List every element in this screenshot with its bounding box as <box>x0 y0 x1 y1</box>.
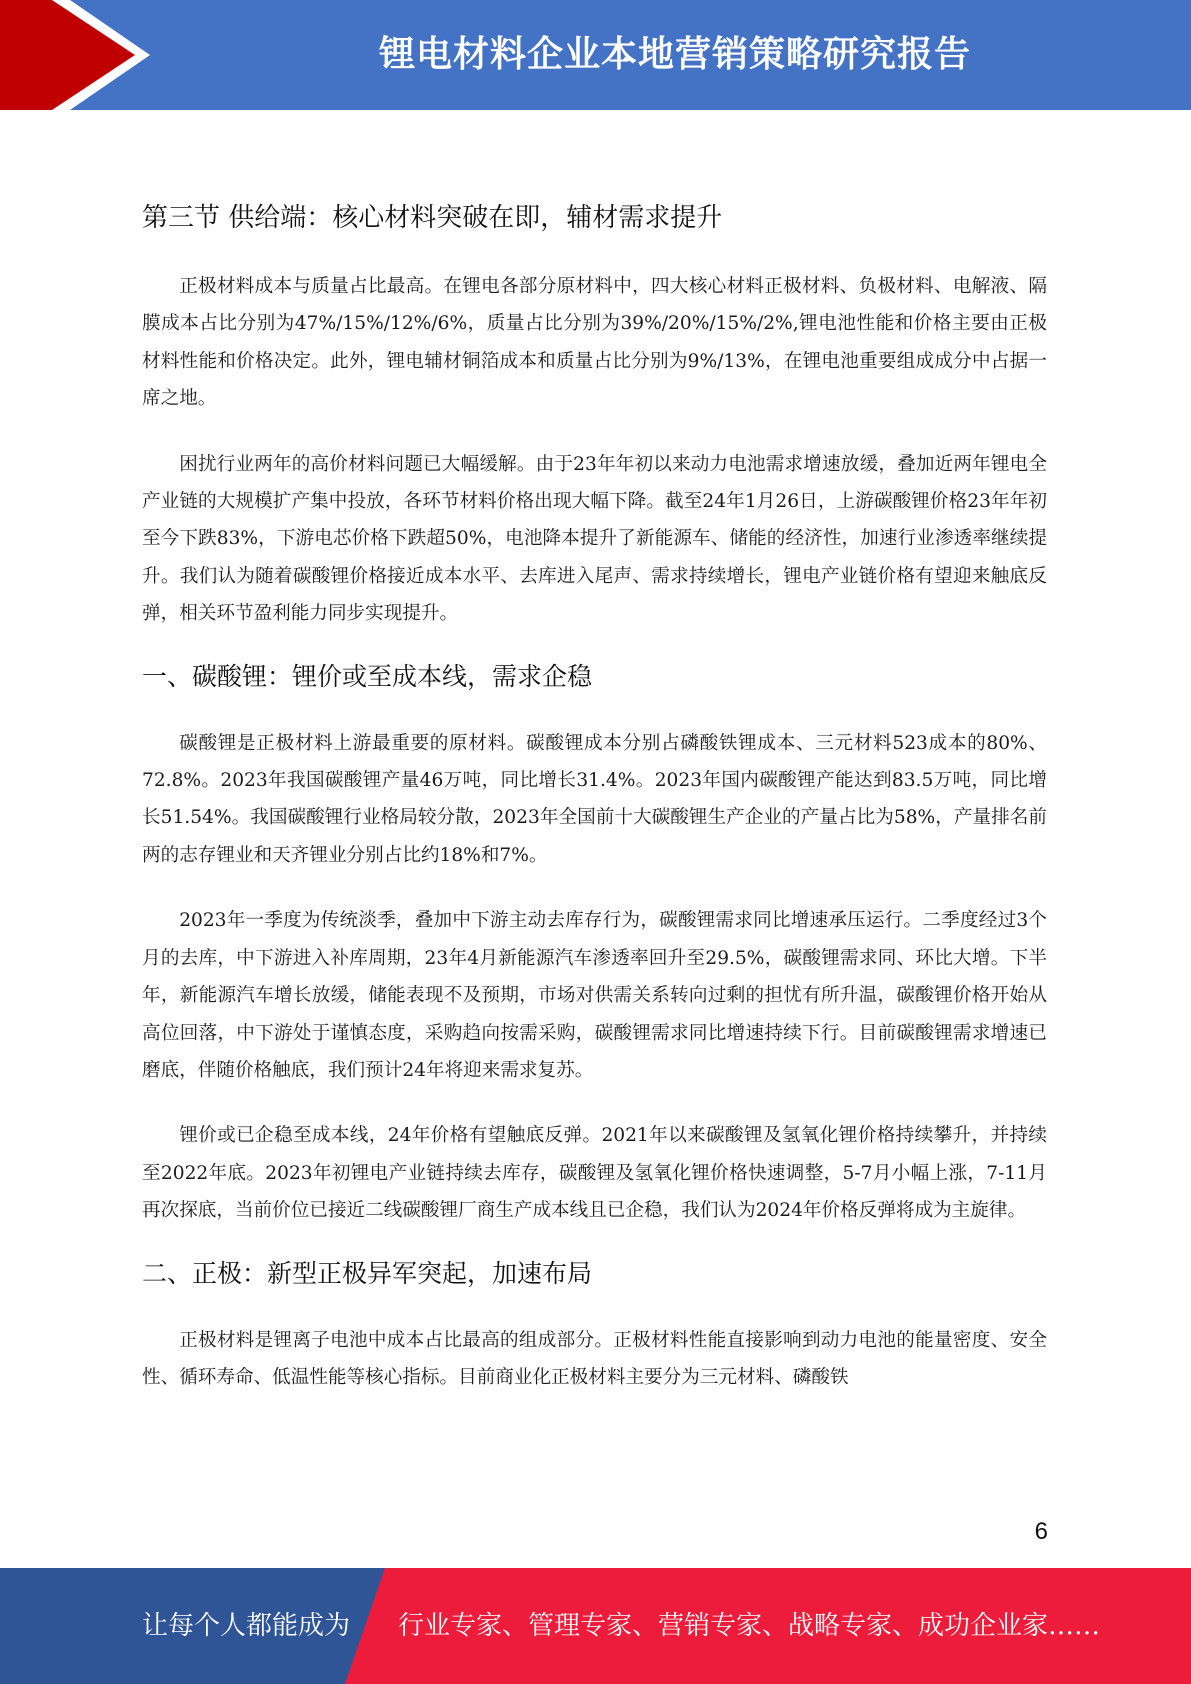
page-header <box>0 0 1191 110</box>
page-footer <box>0 1568 1191 1684</box>
footer-slogan-left: 让每个人都能成为 <box>142 1611 351 1641</box>
page-number: 6 <box>1034 1518 1048 1545</box>
paragraph: 碳酸锂是正极材料上游最重要的原材料。碳酸锂成本分别占磷酸铁锂成本、三元材料523成本的80%、72.8%。2023年我国碳酸锂产量46万吨，同比增长31.4%。2023年国内碳酸锂产能达到83.5万吨，同比增长51.54%。我国碳酸锂行业格局较分散，2023年全国前十大碳酸锂生产企业的产量占比为58%，产量排名前两的志存锂业和天齐锂业分别占比约18%和7%。 <box>142 732 1047 866</box>
subsection-heading: 一、碳酸锂：锂价或至成本线，需求企稳 <box>142 661 593 691</box>
paragraph: 正极材料成本与质量占比最高。在锂电各部分原材料中，四大核心材料正极材料、负极材料、电解液、隔膜成本占比分别为47%/15%/12%/6%，质量占比分别为39%/20%/15%/2%,锂电池性能和价格主要由正极材料性能和价格决定。此外，锂电辅材铜箔成本和质量占比分别为9%/13%，在锂电池重要组成成分中占据一席之地。 <box>142 276 1047 410</box>
paragraph: 正极材料是锂离子电池中成本占比最高的组成部分。正极材料性能直接影响到动力电池的能量密度、安全性、循环寿命、低温性能等核心指标。目前商业化正极材料主要分为三元材料、磷酸铁 <box>142 1329 1047 1388</box>
paragraph: 困扰行业两年的高价材料问题已大幅缓解。由于23年年初以来动力电池需求增速放缓，叠加近两年锂电全产业链的大规模扩产集中投放，各环节材料价格出现大幅下降。截至24年1月26日，上游碳酸锂价格23年年初至今下跌83%，下游电芯价格下跌超50%，电池降本提升了新能源车、储能的经济性，加速行业渗透率继续提升。我们认为随着碳酸锂价格接近成本水平、去库进入尾声、需求持续增长，锂电产业链价格有望迎来触底反弹，相关环节盈利能力同步实现提升。 <box>142 453 1047 625</box>
paragraph: 2023年一季度为传统淡季，叠加中下游主动去库存行为，碳酸锂需求同比增速承压运行。二季度经过3个月的去库，中下游进入补库周期，23年4月新能源汽车渗透率回升至29.5%，碳酸锂需求同、环比大增。下半年，新能源汽车增长放缓，储能表现不及预期，市场对供需关系转向过剩的担忧有所升温，碳酸锂价格开始从高位回落，中下游处于谨慎态度，采购趋向按需采购，碳酸锂需求同比增速持续下行。目前碳酸锂需求增速已磨底，伴随价格触底，我们预计24年将迎来需求复苏。 <box>142 910 1047 1081</box>
paragraph: 锂价或已企稳至成本线，24年价格有望触底反弹。2021年以来碳酸锂及氢氧化锂价格持续攀升，并持续至2022年底。2023年初锂电产业链持续去库存，碳酸锂及氢氧化锂价格快速调整，5-7月小幅上涨，7-11月再次探底，当前价位已接近二线碳酸锂厂商生产成本线且已企稳，我们认为2024年价格反弹将成为主旋律。 <box>142 1125 1047 1222</box>
footer-slogan-right: 行业专家、管理专家、营销专家、战略专家、成功企业家…… <box>398 1611 1101 1641</box>
header-red-chevron <box>0 0 160 110</box>
report-title: 锂电材料企业本地营销策略研究报告 <box>378 34 971 75</box>
page-content <box>142 196 1047 1396</box>
subsection-heading: 二、正极：新型正极异军突起，加速布局 <box>142 1258 593 1288</box>
section-heading: 第三节 供给端：核心材料突破在即，辅材需求提升 <box>142 203 723 233</box>
